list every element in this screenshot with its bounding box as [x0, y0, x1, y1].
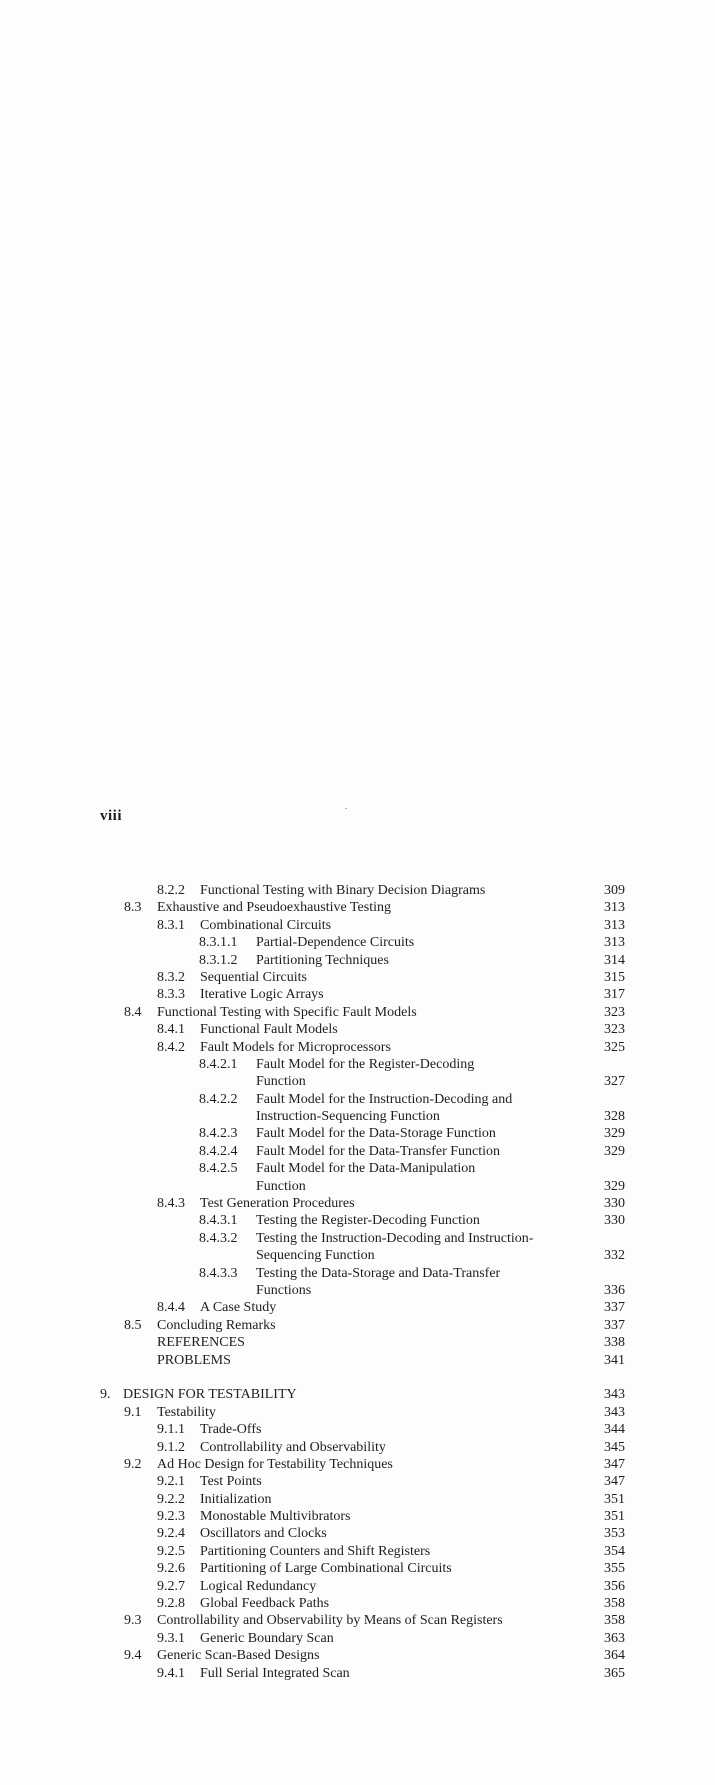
toc-entry-number: 8.2.2: [157, 883, 185, 898]
toc-entry-title: Functional Fault Models: [200, 1022, 338, 1038]
toc-entry-page: 323: [604, 1004, 625, 1020]
toc-entry-number: 9.3.1: [157, 1630, 185, 1646]
toc-entry-page: 337: [604, 1300, 625, 1316]
toc-entry: [0, 1473, 715, 1490]
toc-entry-title: Fault Model for the Register-Decoding: [256, 1056, 475, 1072]
toc-entry-title: Exhaustive and Pseudoexhaustive Testing: [157, 900, 392, 916]
toc-entry-number: 9.2.7: [157, 1578, 185, 1594]
toc-entry-number: 8.4.3: [157, 1196, 185, 1212]
toc-entry-page: 358: [604, 1596, 625, 1612]
toc-entry: [0, 1404, 715, 1421]
toc-entry: [0, 1543, 715, 1560]
toc-entry-number: 9.4: [124, 1648, 142, 1664]
toc-entry-number: 9.: [100, 1387, 111, 1403]
toc-entry-title: Fault Model for the Data-Storage Function: [256, 1126, 496, 1142]
toc-entry: [0, 1317, 715, 1334]
toc-entry-page: 329: [604, 1178, 625, 1194]
toc-entry-title: Trade-Offs: [200, 1422, 262, 1438]
toc-entry-number: 9.2.6: [157, 1561, 185, 1577]
toc-entry: [0, 1125, 715, 1142]
toc-entry: [0, 917, 715, 934]
toc-entry: [0, 1299, 715, 1316]
toc-entry: [0, 899, 715, 916]
toc-entry: [0, 1195, 715, 1212]
toc-entry-number: 9.2.3: [157, 1509, 185, 1525]
toc-entry: [0, 1247, 715, 1264]
toc-entry-number: 8.4.1: [157, 1022, 185, 1038]
toc-entry: [0, 1560, 715, 1577]
toc-entry-title: Concluding Remarks: [157, 1317, 276, 1333]
toc-entry: [0, 1630, 715, 1647]
toc-entry-title: Fault Models for Microprocessors: [200, 1039, 391, 1055]
toc-entry-page: 330: [604, 1213, 625, 1229]
toc-entry-title: Ad Hoc Design for Testability Techniques: [157, 1456, 393, 1472]
toc-entry: [0, 882, 715, 899]
toc-entry-number: 8.3.3: [157, 987, 185, 1003]
toc-entry-number: 8.4.4: [157, 1300, 185, 1316]
toc-entry-page: 328: [604, 1109, 625, 1125]
toc-entry-number: 8.4.2.4: [199, 1143, 238, 1159]
toc-entry-title: Testability: [157, 1404, 216, 1420]
toc-entry-number: 9.3: [124, 1613, 142, 1629]
toc-entry-page: 358: [604, 1613, 625, 1629]
toc-entry-page: 327: [604, 1074, 625, 1090]
toc-entry-page: 364: [604, 1648, 625, 1664]
toc-entry-page: 337: [604, 1317, 625, 1333]
toc-entry: [0, 1212, 715, 1229]
toc-entry-number: 8.5: [124, 1317, 142, 1333]
toc-entry: [0, 1265, 715, 1282]
toc-entry: [0, 969, 715, 986]
toc-entry-number: 9.2.1: [157, 1474, 185, 1490]
toc-entry-number: 8.4.3.2: [199, 1230, 238, 1246]
toc-entry-page: 345: [604, 1439, 625, 1455]
toc-entry-page: 355: [604, 1561, 625, 1577]
toc-entry-title: Sequencing Function: [256, 1248, 375, 1264]
toc-spacer: [0, 1369, 715, 1386]
toc-entry-page: 341: [604, 1352, 625, 1368]
toc-entry-page: 332: [604, 1248, 625, 1264]
toc-entry-title: Functions: [256, 1282, 312, 1298]
toc-entry-page: 336: [604, 1282, 625, 1298]
toc-entry: [0, 1108, 715, 1125]
toc-entry-title: Function: [256, 1178, 306, 1194]
toc-entry-title: Monostable Multivibrators: [200, 1509, 351, 1525]
toc-entry-page: 347: [604, 1456, 625, 1472]
toc-entry: [0, 952, 715, 969]
toc-entry: [0, 1039, 715, 1056]
toc-entry-number: 9.2.8: [157, 1596, 185, 1612]
toc-entry-title: Functional Testing with Binary Decision Diagrams: [200, 883, 486, 898]
toc-entry-title: Instruction-Sequencing Function: [256, 1109, 440, 1125]
toc-entry-number: 8.4.2.5: [199, 1161, 238, 1177]
toc-entry: [0, 986, 715, 1003]
toc-entry-title: Partial-Dependence Circuits: [256, 935, 415, 951]
toc-entry-number: 8.4.3.1: [199, 1213, 238, 1229]
toc-entry: [0, 1508, 715, 1525]
toc-entry-page: 338: [604, 1335, 625, 1351]
toc-entry-title: Generic Scan-Based Designs: [157, 1648, 320, 1664]
toc-entry-page: 344: [604, 1422, 625, 1438]
toc-entry-page: 363: [604, 1630, 625, 1646]
toc-entry: [0, 1525, 715, 1542]
toc-entry-page: 365: [604, 1665, 625, 1681]
toc-entry-title: Fault Model for the Data-Transfer Function: [256, 1143, 501, 1159]
toc-entry-number: 8.4.2: [157, 1039, 185, 1055]
toc-entry-page: 314: [604, 952, 625, 968]
toc-entry-number: 8.4: [124, 1004, 142, 1020]
toc-entry-page: 356: [604, 1578, 625, 1594]
toc-entry-page: 325: [604, 1039, 625, 1055]
toc-entry-title: REFERENCES: [157, 1335, 245, 1351]
toc-entry-title: Partitioning of Large Combinational Circuits: [200, 1561, 452, 1577]
toc-entry-title: Testing the Data-Storage and Data-Transfer: [256, 1265, 501, 1281]
toc-entry: [0, 1352, 715, 1369]
toc-entry-title: Combinational Circuits: [200, 917, 332, 933]
toc-entry-title: Test Generation Procedures: [200, 1196, 355, 1212]
toc-entry-number: 8.4.2.2: [199, 1091, 238, 1107]
toc-entry-title: Sequential Circuits: [200, 969, 307, 985]
page-number: viii: [100, 808, 123, 824]
toc-entry-title: Controllability and Observability: [200, 1439, 386, 1455]
toc-entry-title: Fault Model for the Instruction-Decoding and: [256, 1091, 513, 1107]
toc-entry-number: 9.2.4: [157, 1526, 185, 1542]
toc-entry-title: Global Feedback Paths: [200, 1596, 330, 1612]
toc-entry-number: 8.3.1.2: [199, 952, 238, 968]
toc-entry-page: 329: [604, 1126, 625, 1142]
toc-entry-title: Controllability and Observability by Means of Scan Registers: [157, 1613, 503, 1629]
toc-entry: [0, 1004, 715, 1021]
toc-entry-title: Fault Model for the Data-Manipulation: [256, 1161, 476, 1177]
toc-entry-title: Functional Testing with Specific Fault Models: [157, 1004, 417, 1020]
toc-entry-page: 351: [604, 1509, 625, 1525]
toc-entry-title: Logical Redundancy: [200, 1578, 317, 1594]
toc-entry-number: 8.4.3.3: [199, 1265, 238, 1281]
toc-entry: [0, 1665, 715, 1682]
toc-entry-number: 8.4.2.1: [199, 1056, 238, 1072]
toc-entry-number: 9.1.1: [157, 1422, 185, 1438]
toc-entry-title: DESIGN FOR TESTABILITY: [123, 1387, 297, 1403]
toc-entry-title: Function: [256, 1074, 306, 1090]
toc-entry-page: 347: [604, 1474, 625, 1490]
toc-entry-number: 8.3.2: [157, 969, 185, 985]
toc-entry-number: 9.2.5: [157, 1543, 185, 1559]
toc-entry: [0, 1612, 715, 1629]
toc-entry-number: 8.4.2.3: [199, 1126, 238, 1142]
toc-entry-page: 343: [604, 1404, 625, 1420]
toc-entry-title: Initialization: [200, 1491, 272, 1507]
toc-entry-title: Testing the Instruction-Decoding and Instruction-: [256, 1230, 534, 1246]
toc-entry-number: 9.1.2: [157, 1439, 185, 1455]
toc-entry-page: 323: [604, 1022, 625, 1038]
toc-entry: [0, 1160, 715, 1177]
toc-entry-title: Partitioning Techniques: [256, 952, 389, 968]
toc-entry: [0, 1230, 715, 1247]
toc-entry: [0, 1073, 715, 1090]
toc-entry: [0, 1456, 715, 1473]
toc-entry-title: Partitioning Counters and Shift Registers: [200, 1543, 431, 1559]
toc-entry: [0, 1334, 715, 1351]
toc-entry-number: 9.2: [124, 1456, 142, 1472]
toc-entry: [0, 1491, 715, 1508]
toc-entry-page: 330: [604, 1196, 625, 1212]
toc-entry-title: Test Points: [200, 1474, 262, 1490]
toc-entry: [0, 934, 715, 951]
toc-entry-page: 329: [604, 1143, 625, 1159]
toc-entry: [0, 1282, 715, 1299]
toc-entry: [0, 1056, 715, 1073]
toc-entry: [0, 1439, 715, 1456]
toc-entry-page: 343: [604, 1387, 625, 1403]
toc-entry-title: Iterative Logic Arrays: [200, 987, 324, 1003]
toc-entry-page: 309: [604, 883, 625, 898]
toc-entry: [0, 1178, 715, 1195]
toc-entry-title: Full Serial Integrated Scan: [200, 1665, 350, 1681]
toc-entry-number: 8.3.1.1: [199, 935, 238, 951]
toc-entry-page: 313: [604, 900, 625, 916]
toc-entry: [0, 1386, 715, 1403]
toc-entry-title: Testing the Register-Decoding Function: [256, 1213, 480, 1229]
toc-entry-title: PROBLEMS: [157, 1352, 231, 1368]
toc-entry: [0, 1578, 715, 1595]
toc-entry: [0, 1021, 715, 1038]
toc-entry-title: A Case Study: [200, 1300, 277, 1316]
toc-entry-number: 9.2.2: [157, 1491, 185, 1507]
toc-entry-number: 9.1: [124, 1404, 142, 1420]
toc-entry-title: Oscillators and Clocks: [200, 1526, 327, 1542]
table-of-contents: [0, 882, 715, 1682]
toc-entry: [0, 1091, 715, 1108]
toc-entry-number: 8.3: [124, 900, 142, 916]
toc-entry-page: 354: [604, 1543, 625, 1559]
toc-entry-page: 351: [604, 1491, 625, 1507]
toc-entry: [0, 1143, 715, 1160]
toc-entry: [0, 1647, 715, 1664]
toc-entry-title: Generic Boundary Scan: [200, 1630, 334, 1646]
toc-entry: [0, 1595, 715, 1612]
toc-entry: [0, 1421, 715, 1438]
scan-speck: [345, 808, 347, 809]
toc-entry-number: 8.3.1: [157, 917, 185, 933]
toc-entry-page: 353: [604, 1526, 625, 1542]
toc-entry-page: 313: [604, 935, 625, 951]
toc-entry-page: 317: [604, 987, 625, 1003]
toc-entry-number: 9.4.1: [157, 1665, 185, 1681]
toc-entry-page: 313: [604, 917, 625, 933]
toc-entry-page: 315: [604, 969, 625, 985]
